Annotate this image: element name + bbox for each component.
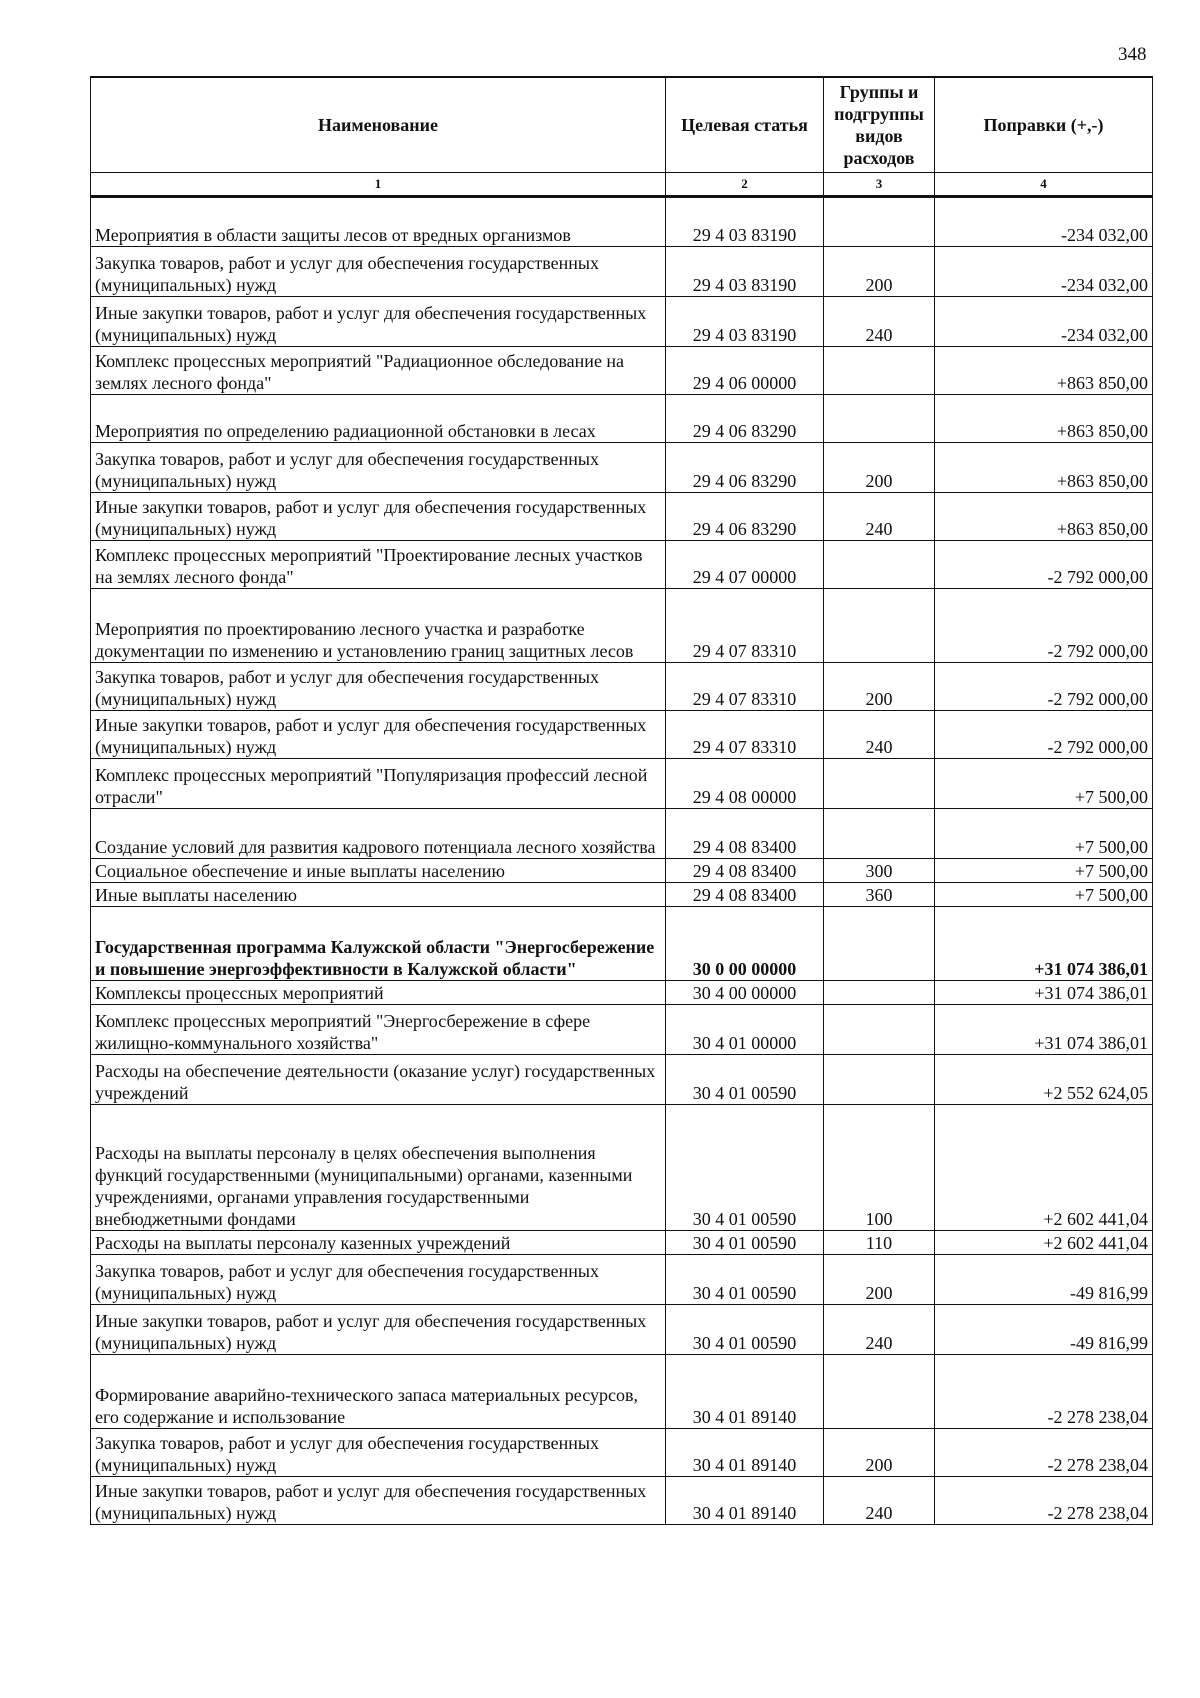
row-name-cell: Закупка товаров, работ и услуг для обеспечения государственных (муниципальных) нужд bbox=[91, 443, 666, 493]
table-row bbox=[91, 1005, 1153, 1055]
row-name-cell: Закупка товаров, работ и услуг для обеспечения государственных (муниципальных) нужд bbox=[91, 1429, 666, 1477]
row-expense-group-cell bbox=[824, 1005, 935, 1055]
row-target-article-cell: 30 4 01 00590 bbox=[666, 1305, 824, 1355]
row-target-article-cell: 30 4 01 89140 bbox=[666, 1355, 824, 1429]
budget-amendments-table bbox=[90, 76, 1153, 1525]
table-row bbox=[91, 1305, 1153, 1355]
row-amendment-cell: -2 278 238,04 bbox=[935, 1355, 1153, 1429]
row-amendment-cell: +7 500,00 bbox=[935, 809, 1153, 859]
row-expense-group-cell bbox=[824, 541, 935, 589]
row-name-cell: Иные закупки товаров, работ и услуг для обеспечения государственных (муниципальных) нужд bbox=[91, 1305, 666, 1355]
row-amendment-cell: -234 032,00 bbox=[935, 197, 1153, 247]
row-target-article-cell: 29 4 08 83400 bbox=[666, 883, 824, 907]
row-name-cell: Иные закупки товаров, работ и услуг для обеспечения государственных (муниципальных) нужд bbox=[91, 493, 666, 541]
column-number: 4 bbox=[935, 173, 1153, 197]
header-amendments: Поправки (+,-) bbox=[935, 77, 1153, 173]
row-name-cell: Иные закупки товаров, работ и услуг для обеспечения государственных (муниципальных) нужд bbox=[91, 1477, 666, 1525]
row-target-article-cell: 29 4 07 83310 bbox=[666, 711, 824, 759]
row-name-cell: Комплекс процессных мероприятий "Энергосбережение в сфере жилищно-коммунального хозяйства" bbox=[91, 1005, 666, 1055]
row-amendment-cell: -2 792 000,00 bbox=[935, 589, 1153, 663]
header-expense-groups: Группы и подгруппы видов расходов bbox=[824, 77, 935, 173]
column-number: 2 bbox=[666, 173, 824, 197]
row-expense-group-cell: 240 bbox=[824, 1477, 935, 1525]
row-amendment-cell: +863 850,00 bbox=[935, 493, 1153, 541]
column-number-row bbox=[91, 173, 1153, 197]
row-amendment-cell: +2 602 441,04 bbox=[935, 1231, 1153, 1255]
row-amendment-cell: -234 032,00 bbox=[935, 247, 1153, 297]
row-name-cell: Мероприятия по проектированию лесного участка и разработке документации по изменению и установлению границ защитных лесов bbox=[91, 589, 666, 663]
row-amendment-cell: +863 850,00 bbox=[935, 347, 1153, 395]
table-row bbox=[91, 1055, 1153, 1105]
row-target-article-cell: 29 4 08 83400 bbox=[666, 859, 824, 883]
row-name-cell: Закупка товаров, работ и услуг для обеспечения государственных (муниципальных) нужд bbox=[91, 247, 666, 297]
table-row bbox=[91, 859, 1153, 883]
table-row bbox=[91, 395, 1153, 443]
table-body bbox=[91, 197, 1153, 1525]
table-row bbox=[91, 589, 1153, 663]
row-expense-group-cell bbox=[824, 197, 935, 247]
table-row bbox=[91, 711, 1153, 759]
table-row bbox=[91, 443, 1153, 493]
row-name-cell: Закупка товаров, работ и услуг для обеспечения государственных (муниципальных) нужд bbox=[91, 663, 666, 711]
row-expense-group-cell: 200 bbox=[824, 1429, 935, 1477]
row-target-article-cell: 29 4 08 00000 bbox=[666, 759, 824, 809]
header-name: Наименование bbox=[91, 77, 666, 173]
row-amendment-cell: +7 500,00 bbox=[935, 883, 1153, 907]
row-amendment-cell: +31 074 386,01 bbox=[935, 907, 1153, 981]
table-row bbox=[91, 1477, 1153, 1525]
row-amendment-cell: +7 500,00 bbox=[935, 859, 1153, 883]
row-expense-group-cell bbox=[824, 395, 935, 443]
row-target-article-cell: 30 4 01 00590 bbox=[666, 1231, 824, 1255]
table-row bbox=[91, 907, 1153, 981]
table-row bbox=[91, 1355, 1153, 1429]
table-row bbox=[91, 883, 1153, 907]
page-number: 348 bbox=[1118, 44, 1147, 65]
row-name-cell: Мероприятия по определению радиационной обстановки в лесах bbox=[91, 395, 666, 443]
row-name-cell: Формирование аварийно-технического запаса материальных ресурсов, его содержание и использование bbox=[91, 1355, 666, 1429]
row-expense-group-cell bbox=[824, 907, 935, 981]
table-row bbox=[91, 1231, 1153, 1255]
row-amendment-cell: -2 792 000,00 bbox=[935, 711, 1153, 759]
column-number: 3 bbox=[824, 173, 935, 197]
row-expense-group-cell bbox=[824, 589, 935, 663]
header-target-article: Целевая статья bbox=[666, 77, 824, 173]
row-target-article-cell: 30 4 01 89140 bbox=[666, 1429, 824, 1477]
row-expense-group-cell: 300 bbox=[824, 859, 935, 883]
table-row bbox=[91, 297, 1153, 347]
table-row bbox=[91, 1105, 1153, 1231]
row-target-article-cell: 29 4 08 83400 bbox=[666, 809, 824, 859]
table-row bbox=[91, 981, 1153, 1005]
row-target-article-cell: 30 0 00 00000 bbox=[666, 907, 824, 981]
row-expense-group-cell: 240 bbox=[824, 711, 935, 759]
row-target-article-cell: 29 4 03 83190 bbox=[666, 247, 824, 297]
table-row bbox=[91, 1255, 1153, 1305]
table-row bbox=[91, 663, 1153, 711]
row-expense-group-cell: 200 bbox=[824, 663, 935, 711]
row-expense-group-cell bbox=[824, 347, 935, 395]
row-target-article-cell: 29 4 03 83190 bbox=[666, 297, 824, 347]
row-expense-group-cell: 200 bbox=[824, 1255, 935, 1305]
row-target-article-cell: 29 4 07 83310 bbox=[666, 663, 824, 711]
row-name-cell: Мероприятия в области защиты лесов от вредных организмов bbox=[91, 197, 666, 247]
row-target-article-cell: 29 4 06 83290 bbox=[666, 395, 824, 443]
row-target-article-cell: 30 4 01 00590 bbox=[666, 1255, 824, 1305]
row-name-cell: Закупка товаров, работ и услуг для обеспечения государственных (муниципальных) нужд bbox=[91, 1255, 666, 1305]
table-row bbox=[91, 247, 1153, 297]
table-header-row bbox=[91, 77, 1153, 173]
row-target-article-cell: 30 4 01 89140 bbox=[666, 1477, 824, 1525]
table-row bbox=[91, 1429, 1153, 1477]
row-target-article-cell: 29 4 07 83310 bbox=[666, 589, 824, 663]
row-expense-group-cell bbox=[824, 809, 935, 859]
row-amendment-cell: +2 602 441,04 bbox=[935, 1105, 1153, 1231]
row-amendment-cell: -2 278 238,04 bbox=[935, 1429, 1153, 1477]
table-row bbox=[91, 493, 1153, 541]
row-name-cell: Иные выплаты населению bbox=[91, 883, 666, 907]
row-target-article-cell: 29 4 07 00000 bbox=[666, 541, 824, 589]
row-target-article-cell: 29 4 06 83290 bbox=[666, 443, 824, 493]
table-row bbox=[91, 759, 1153, 809]
row-amendment-cell: -2 278 238,04 bbox=[935, 1477, 1153, 1525]
row-amendment-cell: -49 816,99 bbox=[935, 1255, 1153, 1305]
row-target-article-cell: 29 4 03 83190 bbox=[666, 197, 824, 247]
row-name-cell: Расходы на выплаты персоналу в целях обеспечения выполнения функций государственными (муниципальными) органами, казенными учреждениями, органами управления государственными внебюджетными фондами bbox=[91, 1105, 666, 1231]
row-amendment-cell: -234 032,00 bbox=[935, 297, 1153, 347]
table-row bbox=[91, 541, 1153, 589]
row-expense-group-cell: 100 bbox=[824, 1105, 935, 1231]
row-amendment-cell: +863 850,00 bbox=[935, 395, 1153, 443]
row-amendment-cell: -2 792 000,00 bbox=[935, 663, 1153, 711]
row-name-cell: Комплекс процессных мероприятий "Радиационное обследование на землях лесного фонда" bbox=[91, 347, 666, 395]
row-expense-group-cell bbox=[824, 1055, 935, 1105]
row-amendment-cell: +31 074 386,01 bbox=[935, 981, 1153, 1005]
row-name-cell: Государственная программа Калужской области "Энергосбережение и повышение энергоэффективности в Калужской области" bbox=[91, 907, 666, 981]
row-target-article-cell: 30 4 01 00590 bbox=[666, 1105, 824, 1231]
row-name-cell: Комплексы процессных мероприятий bbox=[91, 981, 666, 1005]
row-target-article-cell: 29 4 06 00000 bbox=[666, 347, 824, 395]
row-expense-group-cell: 200 bbox=[824, 247, 935, 297]
row-name-cell: Комплекс процессных мероприятий "Проектирование лесных участков на землях лесного фонда" bbox=[91, 541, 666, 589]
row-target-article-cell: 30 4 00 00000 bbox=[666, 981, 824, 1005]
row-name-cell: Комплекс процессных мероприятий "Популяризация профессий лесной отрасли" bbox=[91, 759, 666, 809]
table-row bbox=[91, 809, 1153, 859]
row-expense-group-cell: 200 bbox=[824, 443, 935, 493]
row-expense-group-cell: 110 bbox=[824, 1231, 935, 1255]
row-expense-group-cell: 360 bbox=[824, 883, 935, 907]
row-amendment-cell: -49 816,99 bbox=[935, 1305, 1153, 1355]
row-amendment-cell: +31 074 386,01 bbox=[935, 1005, 1153, 1055]
row-expense-group-cell bbox=[824, 1355, 935, 1429]
row-target-article-cell: 30 4 01 00590 bbox=[666, 1055, 824, 1105]
column-number: 1 bbox=[91, 173, 666, 197]
row-amendment-cell: +863 850,00 bbox=[935, 443, 1153, 493]
row-target-article-cell: 29 4 06 83290 bbox=[666, 493, 824, 541]
table-row bbox=[91, 197, 1153, 247]
row-expense-group-cell bbox=[824, 759, 935, 809]
row-expense-group-cell bbox=[824, 981, 935, 1005]
row-amendment-cell: -2 792 000,00 bbox=[935, 541, 1153, 589]
row-name-cell: Социальное обеспечение и иные выплаты населению bbox=[91, 859, 666, 883]
row-name-cell: Расходы на выплаты персоналу казенных учреждений bbox=[91, 1231, 666, 1255]
table-row bbox=[91, 347, 1153, 395]
row-expense-group-cell: 240 bbox=[824, 297, 935, 347]
row-amendment-cell: +2 552 624,05 bbox=[935, 1055, 1153, 1105]
row-name-cell: Расходы на обеспечение деятельности (оказание услуг) государственных учреждений bbox=[91, 1055, 666, 1105]
row-target-article-cell: 30 4 01 00000 bbox=[666, 1005, 824, 1055]
row-name-cell: Иные закупки товаров, работ и услуг для обеспечения государственных (муниципальных) нужд bbox=[91, 711, 666, 759]
row-name-cell: Иные закупки товаров, работ и услуг для обеспечения государственных (муниципальных) нужд bbox=[91, 297, 666, 347]
row-expense-group-cell: 240 bbox=[824, 493, 935, 541]
row-expense-group-cell: 240 bbox=[824, 1305, 935, 1355]
row-name-cell: Создание условий для развития кадрового потенциала лесного хозяйства bbox=[91, 809, 666, 859]
row-amendment-cell: +7 500,00 bbox=[935, 759, 1153, 809]
